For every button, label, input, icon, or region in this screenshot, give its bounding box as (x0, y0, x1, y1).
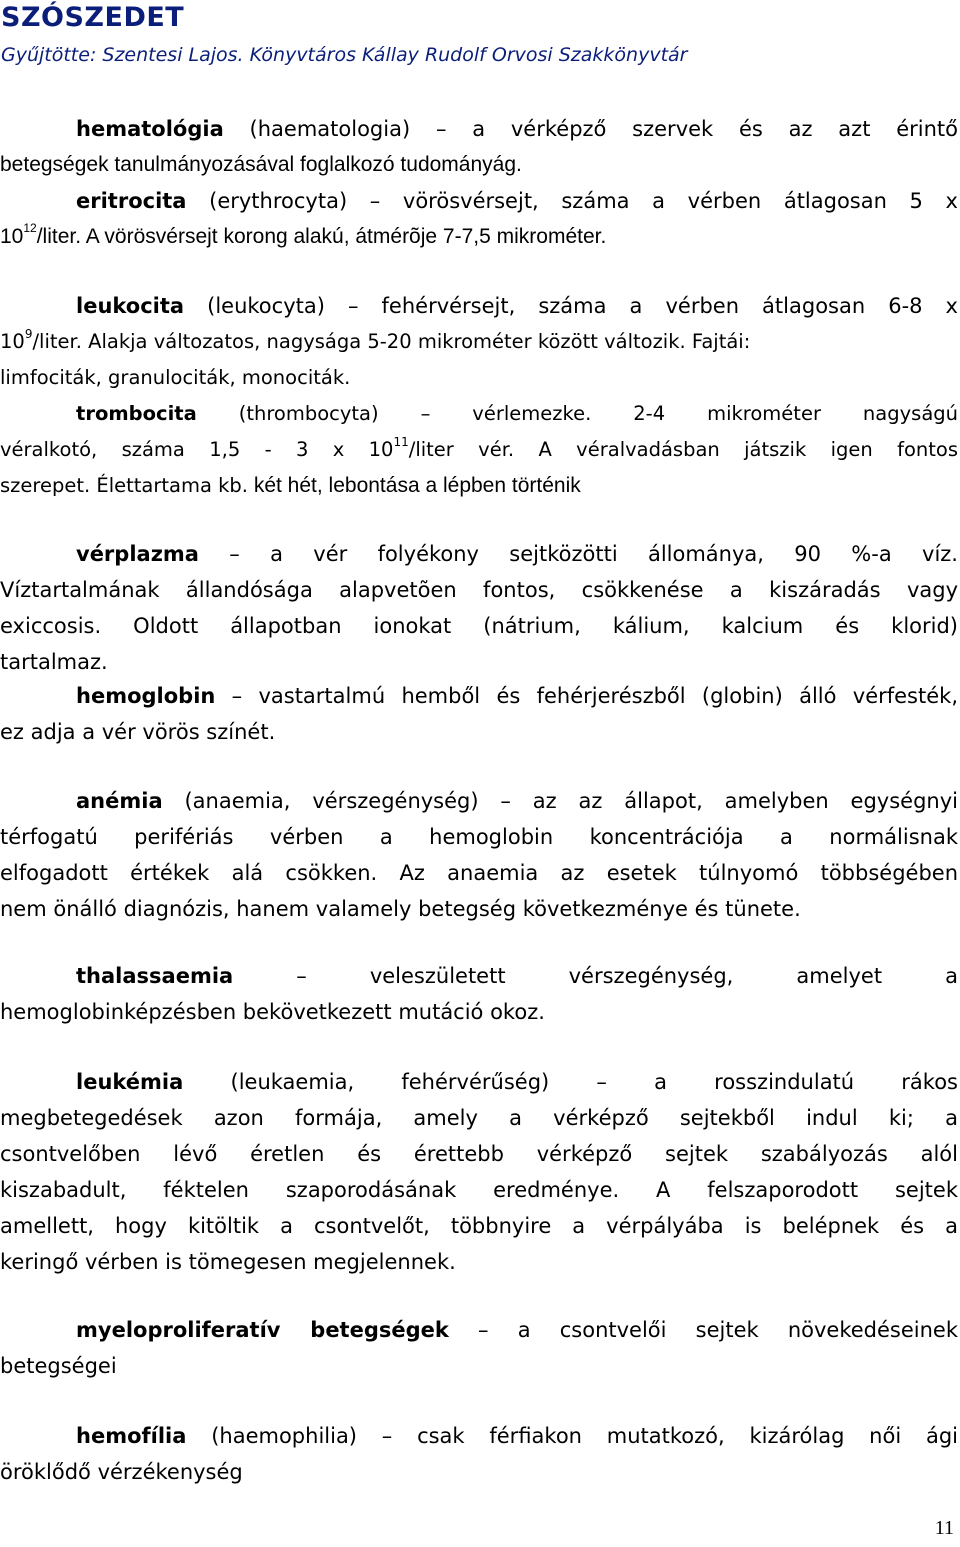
glossary-entry-hemofilia (0, 1418, 958, 1490)
entry-term: leukémia (76, 1070, 184, 1094)
entry-line (0, 572, 958, 608)
glossary-entry-verplazma (0, 536, 958, 680)
entry-text: betegségei (0, 1354, 117, 1378)
entry-text: csontvelőben lévő éretlen és érettebb vérképző sejtek szabályozás alól (0, 1142, 958, 1166)
entry-text: öröklődő vérzékenység (0, 1460, 243, 1484)
entry-line (0, 1064, 958, 1100)
entry-text: – vastartalmú hemből és fehérjerészből (globin) álló vérfesték, (231, 684, 958, 708)
page-number: 11 (934, 1517, 954, 1539)
entry-text: két hét, lebontása a lépben történik (248, 474, 581, 497)
entry-line (0, 147, 958, 183)
glossary-entry-hemoglobin (0, 678, 958, 750)
entry-text: – a vér folyékony sejtközötti állománya, 90 %-a víz. (229, 542, 958, 566)
entry-text: /liter. A vörösvérsejt korong alakú, átmérõje 7-7,5 mikrométer. (36, 225, 607, 248)
entry-line (0, 1312, 958, 1348)
entry-text: 10 (0, 225, 24, 248)
entry-text: betegségek tanulmányozásával foglalkozó tudományág. (0, 153, 522, 176)
entry-line (0, 288, 958, 324)
entry-term: trombocita (76, 402, 197, 425)
entry-text: (erythrocyta) – vörösvérsejt, száma a vérben átlagosan 5 x (209, 189, 958, 213)
entry-text: (anaemia, vérszegénység) – az az állapot, amelyben egységnyi (184, 789, 958, 813)
entry-line (0, 644, 958, 680)
entry-text: /liter vér. A véralvadásban játszik igen fontos (408, 438, 958, 461)
entry-line (0, 360, 958, 396)
entry-line (0, 714, 958, 750)
entry-text: kiszabadult, féktelen szaporodásának eredménye. A felszaporodott sejtek (0, 1178, 958, 1202)
entry-term: thalassaemia (76, 964, 234, 988)
entry-term: hemofília (76, 1424, 187, 1448)
entry-line (0, 1244, 958, 1280)
document-subtitle: Gyűjtötte: Szentesi Lajos. Könyvtáros Kállay Rudolf Orvosi Szakkönyvtár (1, 44, 688, 66)
entry-line (0, 819, 958, 855)
entry-term: hematológia (76, 117, 224, 141)
entry-text: Víztartalmának állandósága alapvetõen fontos, csökkenése a kiszáradás vagy (0, 578, 958, 602)
entry-text: szerepet. Élettartama kb. (0, 474, 248, 497)
entry-line (0, 678, 958, 714)
exponent: 9 (24, 326, 33, 341)
entry-text: keringő vérben is tömegesen megjelennek. (0, 1250, 456, 1274)
exponent: 12 (23, 221, 37, 235)
entry-line (0, 183, 958, 219)
entry-text: (haematologia) – a vérképző szervek és az azt érintő (249, 117, 958, 141)
entry-text: tartalmaz. (0, 650, 108, 674)
entry-term: eritrocita (76, 189, 187, 213)
entry-term: vérplazma (76, 542, 199, 566)
entry-text: (thrombocyta) – vérlemezke. 2-4 mikrométer nagyságú (238, 402, 958, 425)
entry-text: limfociták, granulociták, monociták. (0, 366, 351, 389)
entry-line (0, 1208, 958, 1244)
entry-line (0, 855, 958, 891)
entry-line (0, 783, 958, 819)
entry-text: nem önálló diagnózis, hanem valamely betegség következménye és tünete. (0, 897, 801, 921)
glossary-entry-anemia (0, 783, 958, 927)
entry-term: leukocita (76, 294, 185, 318)
glossary-entry-myeloproliferativ (0, 1312, 958, 1384)
entry-term: hemoglobin (76, 684, 216, 708)
entry-text: – a csontvelői sejtek növekedéseinek (478, 1318, 958, 1342)
entry-line (0, 1454, 958, 1490)
entry-text: elfogadott értékek alá csökken. Az anaemia az esetek túlnyomó többségében (0, 861, 958, 885)
exponent: 11 (393, 434, 409, 449)
entry-line (0, 1172, 958, 1208)
entry-line (0, 608, 958, 644)
entry-text: 10 (0, 330, 25, 353)
entry-line (0, 1136, 958, 1172)
entry-line (0, 891, 958, 927)
glossary-entry-hematologia (0, 111, 958, 183)
glossary-entry-trombocita (0, 396, 958, 504)
entry-text: (leukaemia, fehérvérűség) – a rosszindulatú rákos (230, 1070, 958, 1094)
entry-line (0, 468, 958, 504)
entry-term: anémia (76, 789, 163, 813)
entry-line (0, 958, 958, 994)
document-title: SZÓSZEDET (1, 2, 185, 33)
glossary-entry-leukemia (0, 1064, 958, 1280)
entry-line (0, 111, 958, 147)
entry-text: amellett, hogy kitöltik a csontvelőt, többnyire a vérpályába is belépnek és a (0, 1214, 958, 1238)
glossary-entry-leukocita (0, 288, 958, 396)
entry-text: megbetegedések azon formája, amely a vérképző sejtekből indul ki; a (0, 1106, 958, 1130)
entry-line (0, 994, 958, 1030)
entry-text: térfogatú perifériás vérben a hemoglobin koncentrációja a normálisnak (0, 825, 958, 849)
entry-line (0, 396, 958, 432)
entry-line (0, 1348, 958, 1384)
entry-term: myeloproliferatív betegségek (76, 1318, 449, 1342)
entry-line (0, 536, 958, 572)
glossary-entry-eritrocita (0, 183, 958, 255)
entry-line (0, 324, 958, 360)
entry-text: hemoglobinképzésben bekövetkezett mutáció okoz. (0, 1000, 545, 1024)
entry-text: (haemophilia) – csak férfiakon mutatkozó, kizárólag női ági (211, 1424, 958, 1448)
entry-text: – veleszületett vérszegénység, amelyet a (296, 964, 958, 988)
entry-text: exiccosis. Oldott állapotban ionokat (nátrium, kálium, kalcium és klorid) (0, 614, 958, 638)
entry-line (0, 1418, 958, 1454)
entry-line (0, 219, 958, 255)
entry-line (0, 1100, 958, 1136)
entry-text: véralkotó, száma 1,5 - 3 x 10 (0, 438, 394, 461)
entry-line (0, 432, 958, 468)
entry-text: ez adja a vér vörös színét. (0, 720, 276, 744)
entry-text: (leukocyta) – fehérvérsejt, száma a vérben átlagosan 6-8 x (207, 294, 958, 318)
glossary-entry-thalassaemia (0, 958, 958, 1030)
entry-text: /liter. Alakja változatos, nagysága 5-20 mikrométer között változik. Fajtái: (32, 330, 751, 353)
